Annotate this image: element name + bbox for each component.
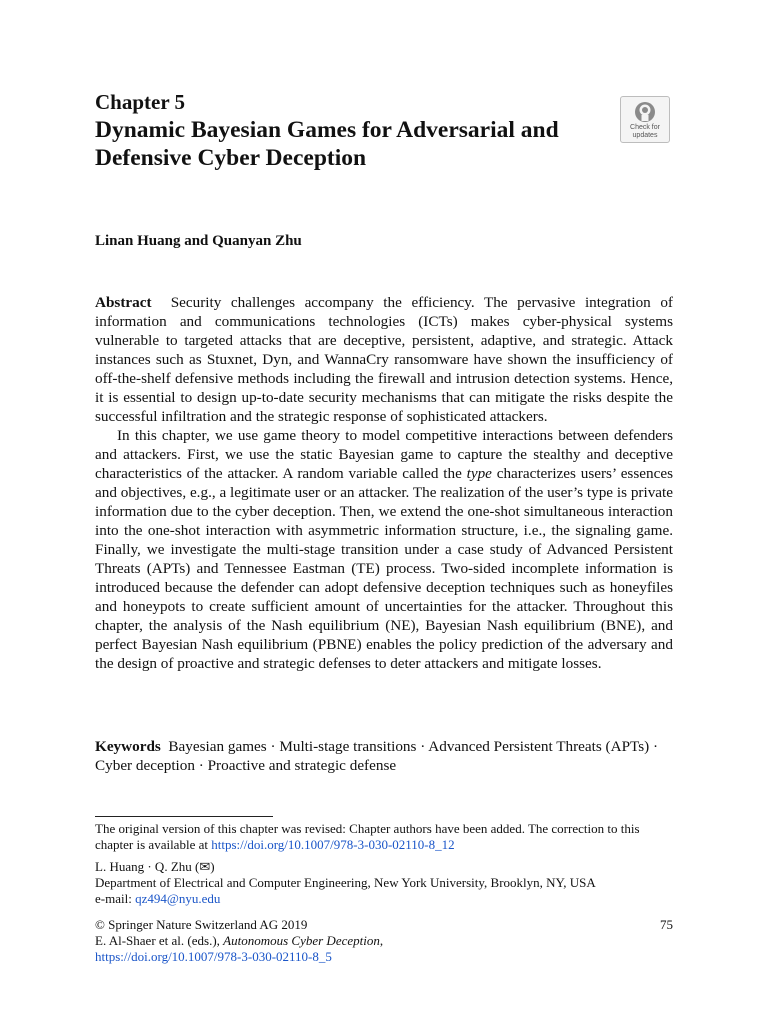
abstract-text-2a: In this chapter, we use game theory to model competitive interactions between defenders and attackers. First, we use the static Bayesian game to capture the stealthy and deceptive characteristics of the attacker. A random variable called the: [95, 427, 673, 482]
abstract-type-term: type: [466, 465, 492, 482]
check-for-updates-icon: [634, 101, 656, 123]
keyword: Multi-stage transitions: [279, 738, 417, 755]
keyword-separator: ·: [198, 757, 204, 774]
keywords-heading: Keywords: [95, 738, 161, 755]
keyword: Proactive and strategic defense: [207, 757, 397, 774]
affiliation-authors: L. Huang · Q. Zhu (✉): [95, 859, 215, 874]
correction-doi-link[interactable]: https://doi.org/10.1007/978-3-030-02110-8_12: [211, 836, 455, 852]
chapter-label: Chapter 5: [95, 90, 186, 114]
citation-editors: E. Al-Shaer et al. (eds.),: [95, 933, 220, 948]
check-for-updates-badge[interactable]: [620, 96, 670, 143]
email-label: e-mail:: [95, 891, 132, 906]
abstract-paragraph-1: [95, 293, 673, 426]
keyword-separator: ·: [420, 738, 426, 755]
abstract-text-1: Security challenges accompany the efficiency. The pervasive integration of information and communications technologies (ICTs) makes cyber-physical systems vulnerable to targeted attacks that are deceptive, persistent, adaptive, and strategic. Attack instances such as Stuxnet, Dyn, and WannaCry ransomware have shown the insufficiency of off-the-shelf defensive methods including the firewall and intrusion detection systems. Hence, it is essential to design up-to-date security mechanisms that can mitigate the risks despite the successful infiltration and the strategic response of sophisticated attackers.: [95, 294, 673, 425]
affiliation-email-line: [95, 891, 673, 907]
abstract: [95, 293, 673, 673]
abstract-paragraph-2: [95, 426, 673, 673]
keyword-separator: ·: [653, 738, 659, 755]
keyword: Bayesian games: [168, 738, 267, 755]
affiliation-department: Department of Electrical and Computer Engineering, New York University, Brooklyn, NY, USA: [95, 875, 596, 890]
keyword: Cyber deception: [95, 757, 195, 774]
footnote-text: The original version of this chapter was revised: Chapter authors have been added. The correction to this chapter is available at: [95, 821, 640, 852]
footnote-divider: [95, 816, 273, 817]
keywords: [95, 737, 673, 775]
abstract-text-2b: characterizes users’ essences and objectives, e.g., a legitimate user or an attacker. The realization of the user’s type is private information due to the cyber deception. Then, we extend the one-shot simultaneous interaction into the one-shot interaction with asymmetric information structure, i.e., the signaling game. Finally, we investigate the multi-stage transition under a case study of Advanced Persistent Threats (APTs) and Tennessee Eastman (TE) process. Two-sided incomplete information is introduced because the defender can adopt defensive deception techniques such as honeyfiles and honeypots to create sufficient amount of uncertainties for the attacker. Throughout this chapter, the analysis of the Nash equilibrium (NE), Bayesian Nash equilibrium (BNE), and perfect Bayesian Nash equilibrium (PBNE) enables the policy prediction of the adversary and the design of proactive and strategic defenses to deter attackers and mitigate losses.: [95, 465, 673, 672]
revision-footnote: [95, 821, 673, 852]
authors: Linan Huang and Quanyan Zhu: [95, 233, 302, 249]
page-number: 75: [660, 917, 673, 932]
email-link[interactable]: qz494@nyu.edu: [135, 891, 221, 906]
page: [95, 0, 673, 1024]
copyright-block: [95, 917, 673, 965]
citation-line: E. Al-Shaer et al. (eds.), Autonomous Cyber Deception,: [95, 933, 384, 948]
badge-line-2: updates: [632, 131, 658, 139]
abstract-heading: Abstract: [95, 294, 152, 311]
book-title: Autonomous Cyber Deception: [223, 933, 380, 948]
chapter-doi-link[interactable]: https://doi.org/10.1007/978-3-030-02110-8_5: [95, 949, 332, 964]
author-affiliation: [95, 859, 673, 907]
chapter-title: Dynamic Bayesian Games for Adversarial and Defensive Cyber Deception: [95, 117, 559, 171]
copyright-line: © Springer Nature Switzerland AG 2019: [95, 917, 308, 932]
badge-line-1: Check for: [630, 124, 660, 131]
keyword: Advanced Persistent Threats (APTs): [428, 738, 650, 755]
keyword-separator: ·: [270, 738, 276, 755]
